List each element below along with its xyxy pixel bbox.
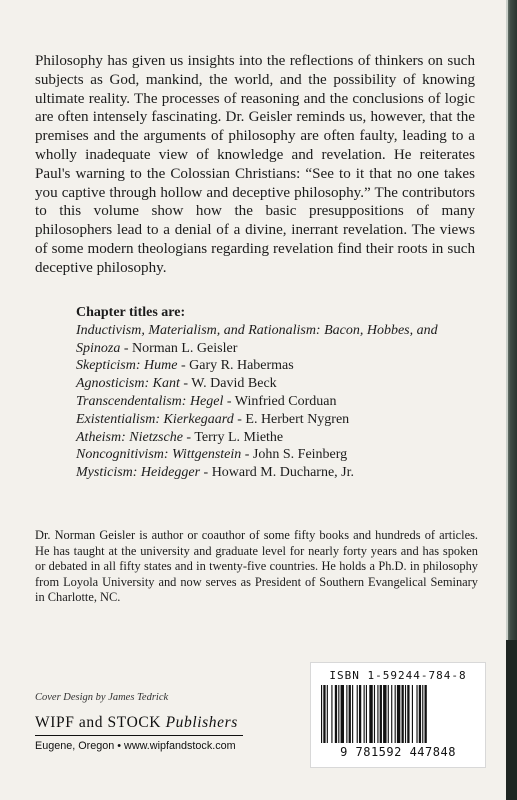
- barcode-bar: [327, 685, 328, 743]
- barcode-bar: [407, 685, 409, 743]
- chapter-author: - Norman L. Geisler: [120, 340, 238, 356]
- barcode-bar: [323, 685, 325, 743]
- chapter-author: - E. Herbert Nygren: [233, 411, 350, 427]
- barcode-bar: [369, 685, 372, 743]
- barcode-bar: [346, 685, 347, 743]
- chapter-title: Existentialism: Kierkegaard: [76, 411, 234, 427]
- chapter-item: [76, 340, 486, 358]
- chapter-item: [76, 464, 486, 482]
- spine-dark-band: [506, 640, 517, 800]
- barcode-bar: [357, 685, 358, 743]
- barcode-bar: [341, 685, 344, 743]
- chapter-title: Atheism: Nietzsche: [76, 429, 183, 445]
- chapter-list-heading: Chapter titles are:: [76, 305, 186, 320]
- chapter-title: Inductivism, Materialism, and Rationalism: Bacon, Hobbes, and: [76, 322, 438, 338]
- chapter-title: Transcendentalism: Hegel: [76, 393, 224, 409]
- barcode-bar: [349, 685, 351, 743]
- chapter-author: - Howard M. Ducharne, Jr.: [200, 465, 354, 481]
- chapter-item: [76, 357, 486, 375]
- barcode-bar: [331, 685, 332, 743]
- publisher-name-main: WIPF and STOCK: [35, 714, 162, 731]
- cover-design-credit: Cover Design by James Tedrick: [35, 692, 169, 703]
- barcode-bar: [412, 685, 413, 743]
- barcode-bar: [335, 685, 337, 743]
- chapter-list: [76, 304, 486, 482]
- barcode-bar: [416, 685, 417, 743]
- chapter-item: [76, 429, 486, 447]
- author-bio: Dr. Norman Geisler is author or coauthor of some fifty books and hundreds of articles. He has taught at the university and graduate level for nearly forty years and has spoken or debated in all fifty states and in twenty-five countries. He holds a Ph.D. in philosophy from Loyola University and now serves as President of Southern Evangelical Seminary in Charlotte, NC.: [35, 528, 478, 605]
- barcode-bar: [383, 685, 386, 743]
- barcode-bar: [321, 685, 322, 743]
- barcode-bar: [388, 685, 389, 743]
- isbn-label: ISBN 1-59244-784-8: [329, 669, 467, 682]
- chapter-author: - John S. Feinberg: [241, 447, 348, 463]
- chapter-title: Skepticism: Hume: [76, 358, 178, 374]
- barcode-bar: [377, 685, 378, 743]
- barcode-bar: [364, 685, 365, 743]
- chapter-item: [76, 375, 486, 393]
- chapter-item: [76, 393, 486, 411]
- publisher-divider: [35, 735, 243, 736]
- publisher-location: Eugene, Oregon • www.wipfandstock.com: [35, 740, 236, 752]
- chapter-title: Spinoza: [76, 340, 121, 356]
- barcode-bar: [395, 685, 396, 743]
- barcode-bar: [397, 685, 400, 743]
- barcode-bar: [422, 685, 423, 743]
- chapter-item: [76, 411, 486, 429]
- barcode-bar: [352, 685, 353, 743]
- spine-edge: [506, 0, 517, 800]
- barcode-bar: [402, 685, 404, 743]
- barcode-bar: [419, 685, 421, 743]
- back-cover-blurb: Philosophy has given us insights into the reflections of thinkers on such subjects as God, mankind, the world, and the possibility of knowing ultimate reality. The processes of reasoning and the conclusions of logic are often intensely fascinating. Dr. Geisler reminds us, however, that the premises and the arguments of philosophy are often faulty, leading to a wholly inadequate view of knowledge and revelation. He reiterates Paul's warning to the Colossian Christians: “See to it that no one takes you captive through hollow and deceptive philosophy.” The contributors to this volume show how the basic presuppositions of many philosophers lead to a denial of a divine, inerrant revelation. The views of some modern theologians regarding revelation find their roots in such deceptive philosophy.: [35, 53, 475, 276]
- chapter-author: - Gary R. Habermas: [177, 358, 294, 374]
- chapter-author: - Winfried Corduan: [223, 393, 337, 409]
- barcode-digits: 9 781592 447848: [340, 745, 456, 759]
- barcode-bar: [380, 685, 382, 743]
- isbn-barcode: [310, 662, 486, 768]
- chapter-title: Mysticism: Heidegger: [76, 465, 201, 481]
- barcode-bar: [366, 685, 367, 743]
- barcode-bar: [405, 685, 406, 743]
- barcode-bar: [338, 685, 339, 743]
- chapter-title: Agnosticism: Kant: [76, 376, 180, 392]
- barcode-bar: [374, 685, 375, 743]
- barcode-bar: [425, 685, 427, 743]
- chapter-author: - Terry L. Miethe: [182, 429, 284, 445]
- barcode-bar: [359, 685, 361, 743]
- chapter-item: [76, 446, 486, 464]
- barcode-bar: [391, 685, 392, 743]
- chapter-item: [76, 322, 486, 340]
- publisher-name: [35, 714, 238, 732]
- chapter-author: - W. David Beck: [179, 376, 277, 392]
- publisher-name-suffix: Publishers: [165, 714, 238, 731]
- chapter-title: Noncognitivism: Wittgenstein: [76, 447, 242, 463]
- barcode-bars: [321, 685, 475, 743]
